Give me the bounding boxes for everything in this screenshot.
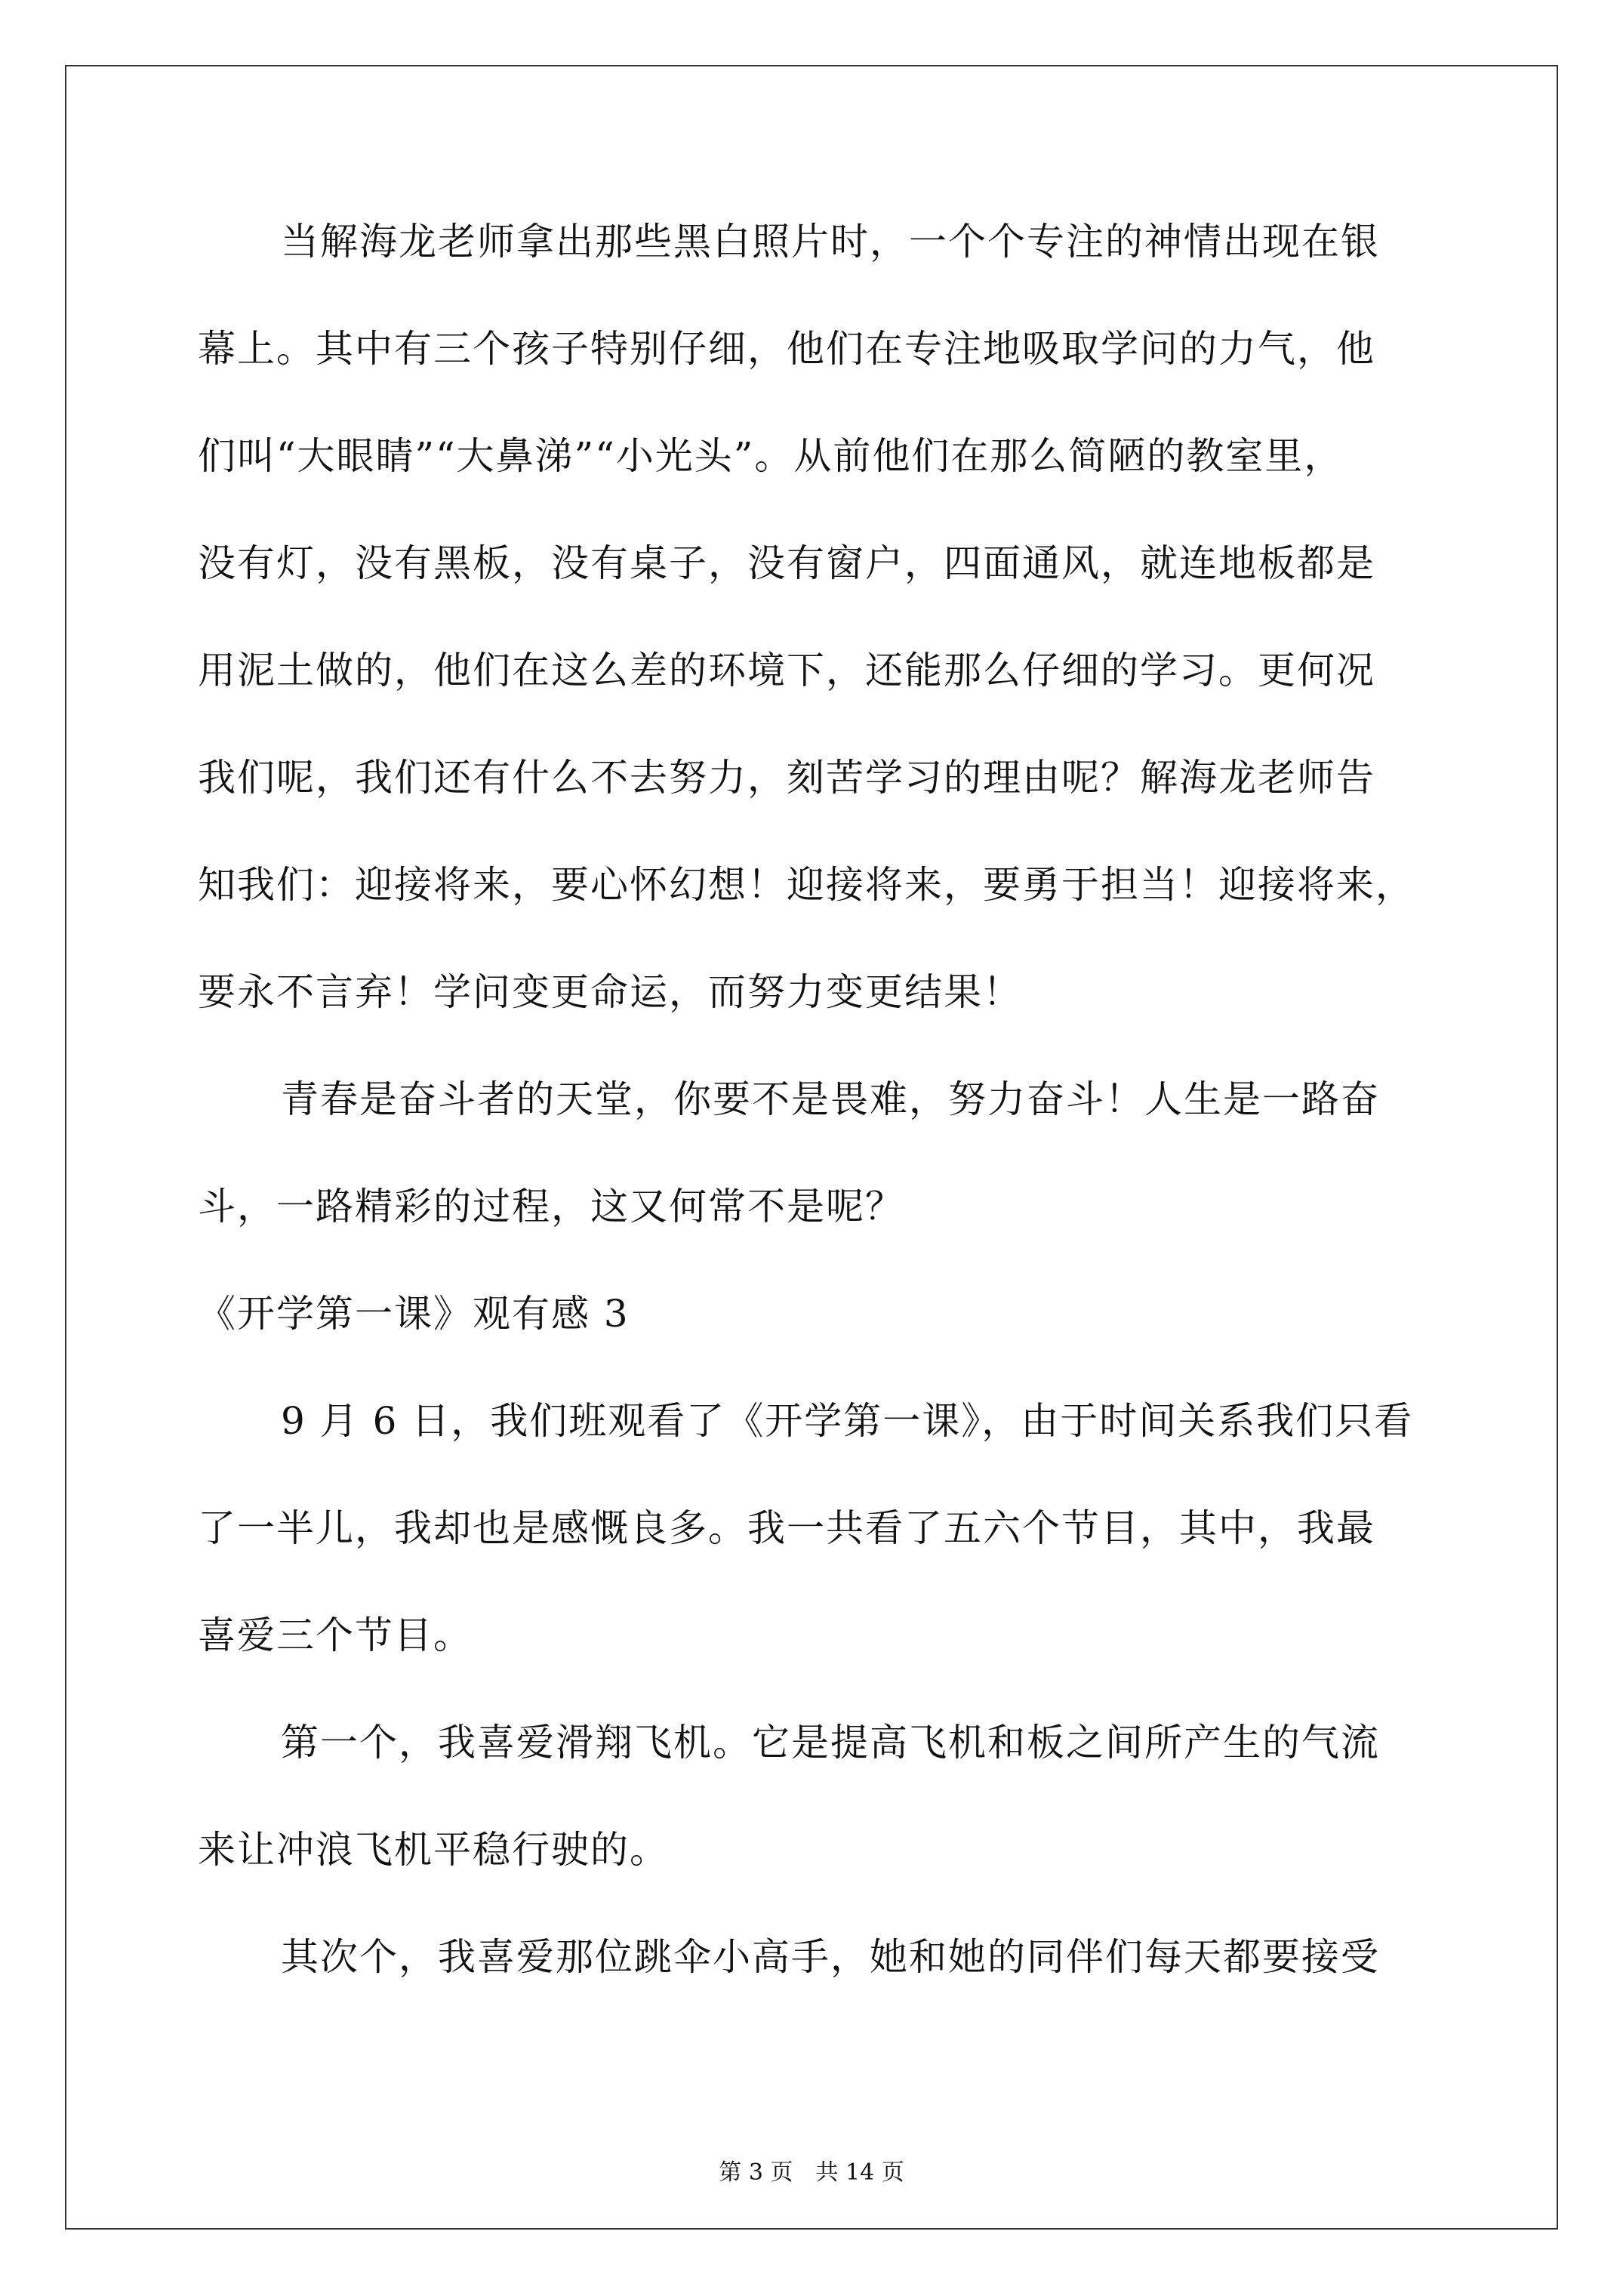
paragraph-line: 知我们：迎接将来，要心怀幻想！迎接将来，要勇于担当！迎接将来， xyxy=(198,863,1415,907)
paragraph-line: 喜爱三个节目。 xyxy=(198,1613,473,1657)
paragraph-line: 当解海龙老师拿出那些黑白照片时，一个个专注的神情出现在银 xyxy=(281,220,1380,264)
paragraph-line: 青春是奋斗者的天堂，你要不是畏难，努力奋斗！人生是一路奋 xyxy=(281,1077,1380,1121)
paragraph-line: 幕上。其中有三个孩子特别仔细，他们在专注地吸取学问的力气，他 xyxy=(198,327,1375,371)
paragraph-line: 第一个，我喜爱滑翔飞机。它是提高飞机和板之间所产生的气流 xyxy=(281,1721,1380,1764)
paragraph-line: 要永不言弃！学问变更命运，而努力变更结果！ xyxy=(198,970,1022,1014)
section-heading: 《开学第一课》观有感 3 xyxy=(198,1292,630,1336)
paragraph-line: 了一半儿，我却也是感慨良多。我一共看了五六个节目，其中，我最 xyxy=(198,1506,1375,1550)
page-number-footer: 第 3 页 共 14 页 xyxy=(719,2159,904,2186)
paragraph-line: 我们呢，我们还有什么不去努力，刻苦学习的理由呢？解海龙老师告 xyxy=(198,756,1375,800)
paragraph-line: 斗，一路精彩的过程，这又何常不是呢？ xyxy=(198,1185,904,1228)
paragraph-line: 来让冲浪飞机平稳行驶的。 xyxy=(198,1828,669,1872)
paragraph-line: 们叫“大眼睛”“大鼻涕”“小光头”。从前他们在那么简陋的教室里， xyxy=(198,434,1344,478)
paragraph-line: 用泥土做的，他们在这么差的环境下，还能那么仔细的学习。更何况 xyxy=(198,649,1375,692)
page-border xyxy=(65,65,1558,2230)
paragraph-line: 9 月 6 日，我们班观看了《开学第一课》，由于时间关系我们只看 xyxy=(281,1399,1414,1443)
paragraph-line: 没有灯，没有黑板，没有桌子，没有窗户，四面通风，就连地板都是 xyxy=(198,541,1375,585)
paragraph-line: 其次个，我喜爱那位跳伞小高手，她和她的同伴们每天都要接受 xyxy=(281,1935,1380,1979)
